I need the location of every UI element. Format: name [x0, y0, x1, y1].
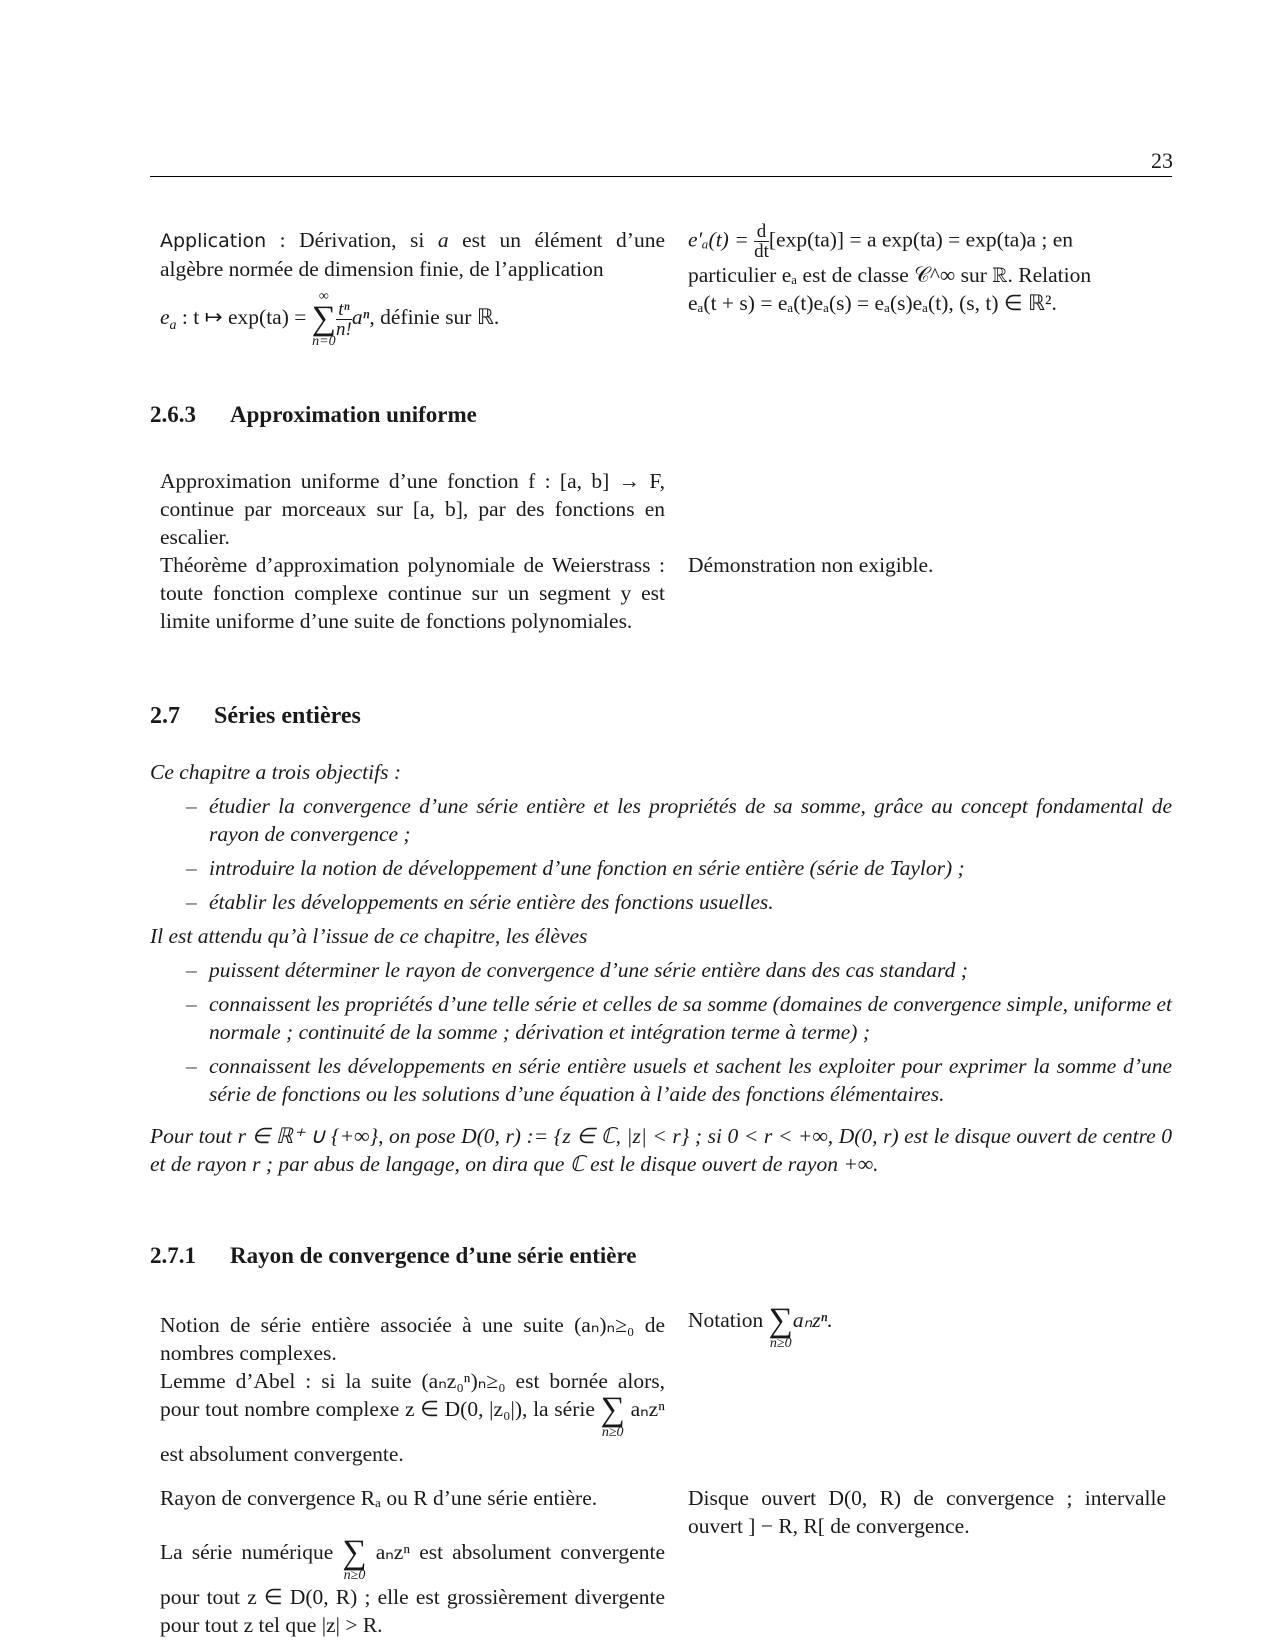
formula-end: , définie sur ℝ.	[369, 304, 500, 329]
section-title: Rayon de convergence d’une série entière	[230, 1243, 637, 1268]
list-item: – connaissent les développements en série entière usuels et sachent les exploiter pour exprimer la somme d’une série de fonctions ou les solutions d’une équation à l’aide des fonctions élémentaires.	[150, 1052, 1172, 1108]
section-number: 2.7.1	[150, 1243, 196, 1268]
right-line1-b: [exp(ta)] = a exp(ta) = exp(ta)a ; en	[768, 227, 1074, 252]
sum-top: ∞	[318, 289, 329, 304]
sum-symbol: ∑ n≥0	[600, 1391, 625, 1440]
list-item: – puissent déterminer le rayon de convergence d’une série entière dans des cas standard ;	[150, 956, 1172, 984]
formula-sub: a	[169, 318, 177, 334]
intro-text: Ce chapitre a trois objectifs :	[150, 760, 401, 784]
abel-text-2: aₙzⁿ est absolument convergente.	[160, 1397, 665, 1466]
formula-lhs: e	[160, 304, 170, 329]
sum-symbol: ∑ n≥0	[768, 1302, 793, 1351]
header-rule	[150, 176, 1172, 177]
application-text: : Dérivation, si	[266, 228, 438, 252]
section-heading-2-6-3	[150, 402, 477, 428]
application-right-line2: particulier eₐ est de classe 𝒞^∞ sur ℝ. Relation	[688, 263, 1092, 287]
chapter-intro	[150, 758, 1172, 1178]
section-title: Séries entières	[214, 703, 361, 729]
application-label: Application	[160, 230, 267, 252]
deriv-fraction	[754, 222, 769, 261]
right-line1-a: e′ₐ(t) =	[688, 227, 755, 252]
frac-den: n!	[336, 318, 352, 340]
application-text-2: est un élément d’une algèbre normée de dimension finie, de l’application	[160, 228, 665, 281]
formula-tail: aⁿ	[351, 304, 370, 329]
notation-formula: aₙzⁿ.	[792, 1308, 833, 1332]
expectations-list	[150, 956, 1172, 1108]
deriv-den: dt	[754, 241, 769, 262]
list-item: – établir les développements en série entière des fonctions usuelles.	[150, 888, 1172, 916]
formula-map: : t ↦ exp(ta) =	[176, 304, 312, 329]
sum-bottom: n≥0	[601, 1425, 624, 1440]
abel-text: Lemme d’Abel : si la suite (aₙz₀ⁿ)ₙ≥₀ est bornée alors, pour tout nombre complexe z ∈ D(0, |z₀|), la série	[160, 1369, 665, 1421]
fraction	[336, 300, 352, 339]
rayon-right-3: Disque ouvert D(0, R) de convergence ; intervalle ouvert ] − R, R[ de convergence.	[688, 1486, 1166, 1538]
sum-bottom: n≥0	[343, 1568, 366, 1583]
serie-text: La série numérique	[160, 1540, 343, 1564]
disk-note: Pour tout r ∈ ℝ⁺ ∪ {+∞}, on pose D(0, r) := {z ∈ ℂ, |z| < r} ; si 0 < r < +∞, D(0, r) est le disque ouvert de centre 0 et de rayon r ; par abus de langage, on dira que ℂ est le disque ouvert de rayon +∞.	[150, 1124, 1172, 1176]
sum-symbol: ∞ ∑ n=0	[311, 289, 337, 349]
section-heading-2-7-1	[150, 1243, 636, 1269]
application-right	[688, 222, 1166, 317]
application-right-line3: eₐ(t + s) = eₐ(t)eₐ(s) = eₐ(s)eₐ(t), (s, t) ∈ ℝ².	[688, 291, 1057, 315]
rayon-left-2	[160, 1367, 665, 1468]
sum-bottom: n≥0	[769, 1336, 792, 1351]
notation-label: Notation	[688, 1308, 769, 1332]
section-number: 2.6.3	[150, 402, 196, 427]
list-item: – introduire la notion de développement d’une fonction en série entière (série de Taylor) ;	[150, 854, 1172, 882]
section-heading-2-7	[150, 703, 361, 730]
section-number: 2.7	[150, 703, 180, 729]
rayon-left-4	[160, 1534, 665, 1639]
frac-num: tⁿ	[336, 300, 352, 320]
list-item: – connaissent les propriétés d’une telle série et celles de sa somme (domaines de convergence simple, uniforme et normale ; continuité de la somme ; dérivation et intégration terme à terme) ;	[150, 990, 1172, 1046]
application-formula	[160, 289, 665, 349]
section-title: Approximation uniforme	[230, 402, 477, 427]
rayon-left-1: Notion de série entière associée à une suite (aₙ)ₙ≥₀ de nombres complexes.	[160, 1313, 665, 1365]
deriv-num: d	[754, 222, 769, 242]
serie-text-2: aₙzⁿ est absolument convergente pour tout z ∈ D(0, R) ; elle est grossièrement divergente pour tout z tel que |z| > R.	[160, 1540, 665, 1637]
sum-bottom: n=0	[312, 334, 336, 349]
approx-left	[160, 467, 665, 635]
sum-symbol: ∑ n≥0	[342, 1534, 367, 1583]
expect-text: Il est attendu qu’à l’issue de ce chapitre, les élèves	[150, 924, 588, 948]
rayon-left-3: Rayon de convergence Rₐ ou R d’une série entière.	[160, 1486, 598, 1510]
list-item: – étudier la convergence d’une série entière et les propriétés de sa somme, grâce au concept fondamental de rayon de convergence ;	[150, 792, 1172, 848]
application-var: a	[437, 228, 449, 252]
page-number: 23	[1151, 148, 1173, 173]
approx-para-2: Théorème d’approximation polynomiale de Weierstrass : toute fonction complexe continue sur un segment y est limite uniforme d’une suite de fonctions polynomiales.	[160, 553, 665, 633]
rayon-right-1	[688, 1302, 1166, 1351]
approx-para-1: Approximation uniforme d’une fonction f : [a, b] → F, continue par morceaux sur [a, b], par des fonctions en escalier.	[160, 469, 665, 549]
application-left	[160, 226, 665, 349]
approx-right: Démonstration non exigible.	[688, 553, 934, 577]
application-right-line1	[688, 222, 1166, 261]
objectives-list	[150, 792, 1172, 916]
